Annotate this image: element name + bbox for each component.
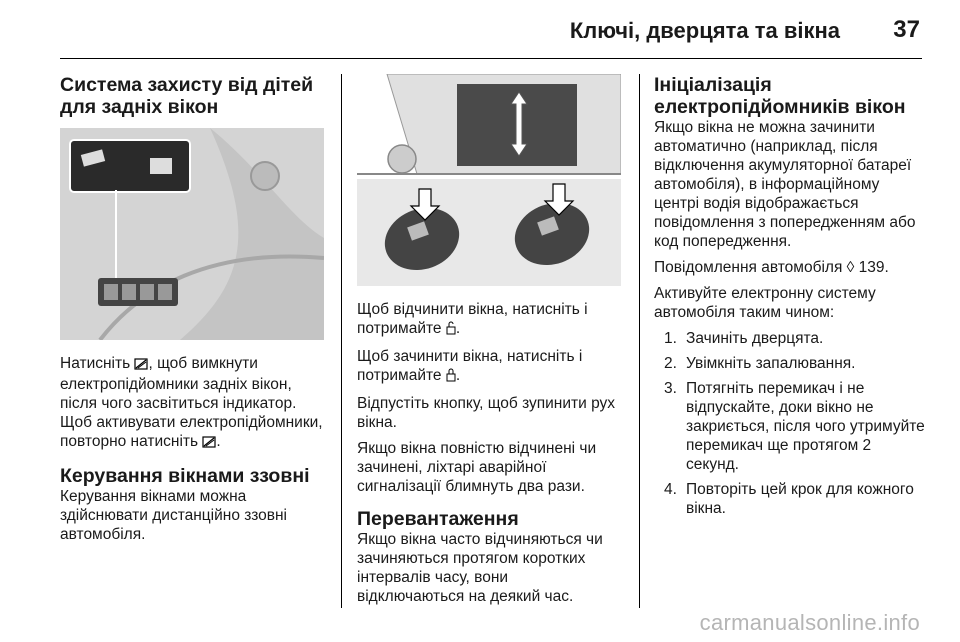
vehicle-messages-reference: Повідомлення автомобіля ◊ 139. [654, 259, 889, 276]
hazard-lights-text: Якщо вікна повністю відчинені чи зачинені, ліхтарі аварійної сигналізації блимнуть два рази. [357, 440, 597, 495]
page-header [0, 0, 960, 62]
init-steps-list [654, 329, 926, 518]
page-title: Ключі, дверцята та вікна [569, 18, 840, 43]
child-lock-text: Натисніть , щоб вимкнути електропідйомники задніх вікон, після чого засвітиться індикатор. Щоб активувати електропідйомники, повторно натисніть . [60, 354, 326, 453]
section-heading-remote-control: Керування вікнами ззовні [60, 465, 310, 487]
init-text: Якщо вікна не можна зачинити автоматично (наприклад, після відключення акумуляторної батареї автомобіля), в інформаційному центрі водія відображається повідомлення з попередженням або код попередження. [654, 119, 916, 250]
list-item: 3. Потягніть перемикач і не відпускайте, доки вікно не закриється, після чого утримуйте перемикач ще протягом 2 секунд. [664, 380, 925, 473]
activate-text: Активуйте електронну систему автомобіля таким чином: [654, 285, 876, 321]
unlock-icon [446, 321, 456, 340]
watermark: carmanualsonline.info [699, 610, 920, 635]
lock-icon [446, 368, 456, 387]
section-heading-overload: Перевантаження [357, 508, 519, 530]
section-heading-child-lock: Система захисту від дітей для задніх вікон [60, 74, 314, 118]
overload-text: Якщо вікна часто відчиняються чи зачиняються протягом коротких інтервалів часу, вони відключаються на деякий час. [357, 531, 603, 605]
remote-control-text: Керування вікнами можна здійснювати дистанційно ззовні автомобіля. [60, 488, 287, 543]
list-item: 4. Повторіть цей крок для кожного вікна. [664, 481, 914, 517]
header-rule [60, 58, 922, 59]
column-3 [654, 74, 926, 524]
close-windows-text: Щоб зачинити вікна, натисніть і потримайте . [357, 347, 619, 387]
list-item: 2. Увімкніть запалювання. [664, 355, 856, 372]
page-number: 37 [893, 16, 920, 43]
column-divider-1 [341, 74, 342, 608]
open-windows-text: Щоб відчинити вікна, натисніть і потримайте . [357, 300, 619, 340]
column-divider-2 [639, 74, 640, 608]
child-lock-icon [202, 434, 216, 453]
column-1 [60, 74, 326, 551]
column-2 [357, 74, 619, 613]
list-item: 1. Зачиніть дверцята. [664, 330, 824, 347]
section-heading-initialization: Ініціалізація електропідйомників вікон [654, 74, 906, 118]
key-fob-illustration [357, 74, 621, 286]
release-text: Відпустіть кнопку, щоб зупинити рух вікна. [357, 395, 616, 431]
door-panel-illustration [60, 128, 324, 340]
child-lock-icon [134, 356, 148, 375]
